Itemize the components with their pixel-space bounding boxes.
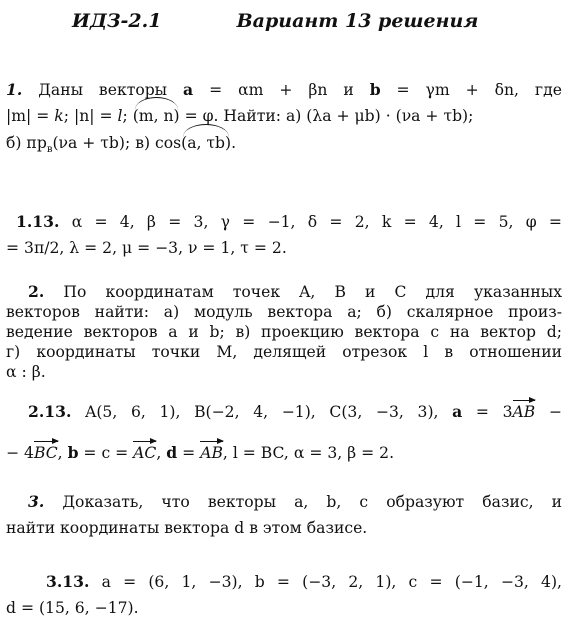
variant-1-line-1: 1.13. α = 4, β = 3, γ = −1, δ = 2, k = 4, l = 5, φ = (16, 212, 562, 231)
angle-arc-a-tb: (a, τb) (181, 130, 231, 157)
variant-3-13: 3.13. a = (6, 1, −3), b = (−3, 2, 1), c = (−1, −3, 4), d = (15, 6, −17). (6, 572, 562, 617)
variant-2-line-1: 2.13. A(5, 6, 1), B(−2, 4, −1), C(3, −3, 3), a = 3AB − (6, 398, 562, 425)
vector-ab-2: AB (200, 440, 223, 467)
vector-bc: BC (34, 440, 58, 467)
task-1 (6, 76, 562, 157)
task-2: 2. По координатам точек A, B и C для указанных векторов найти: а) модуль вектора a; б) скалярное произ- ведение векторов a и b; в) проекцию вектора c на вектор d; г) координаты точки M, делящей отрезок l в отношении α : β. (6, 282, 562, 381)
title-variant: Вариант 13 решения (236, 10, 479, 32)
title-code: ИДЗ-2.1 (72, 10, 162, 32)
variant-2-13 (6, 398, 562, 466)
page-title (72, 10, 552, 32)
vector-ab: AB (513, 399, 536, 426)
vector-ac: AC (133, 440, 156, 467)
task-1-line-3: б) $пр_в(\nu a + \tau b)$; в) cos(a, τb). (6, 130, 562, 157)
variant-2-line-2: − 4BC, b = c = AC, d = AB, l = BC, α = 3, β = 2. (6, 439, 562, 466)
variant-1-line-2: = 3π/2, λ = 2, μ = −3, ν = 1, τ = 2. (6, 239, 287, 257)
angle-arc-mn: (m, n) (133, 103, 180, 130)
variant-1-13 (6, 208, 562, 262)
task-1-line-2: |m| = k; |n| = l; (m, n) = φ. Найти: а) (λa + μb) · (νa + τb); (6, 103, 562, 130)
task-1-line-1: 1. Даны векторы a = αm + βn и b = γm + δn, где (6, 80, 562, 99)
task-1-number: 1. (6, 80, 23, 99)
task-3: 3. Доказать, что векторы a, b, c образуют базис, и найти координаты вектора d в этом базисе. (6, 492, 563, 537)
